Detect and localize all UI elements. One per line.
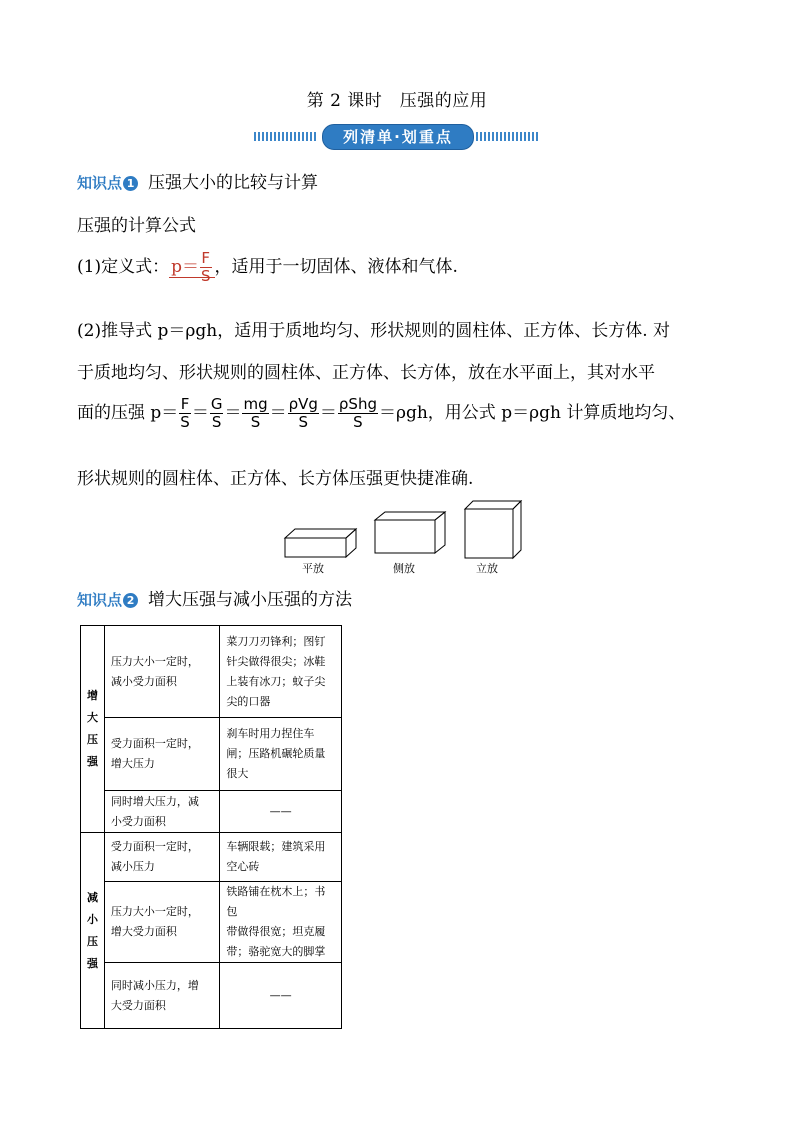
condition-cell: [104, 718, 219, 791]
fraction-numerator: G: [210, 395, 223, 413]
fraction-g-s: [210, 396, 224, 431]
cell-text: 受力面积一定时，: [110, 737, 199, 750]
table-row: [81, 626, 342, 718]
upright-box-shape: [465, 501, 521, 558]
knowledge-point-number: 1: [123, 176, 138, 191]
fraction-denominator: S: [298, 413, 309, 431]
cell-text: 压力大小一定时，: [110, 905, 199, 918]
placement-figure: [276, 500, 536, 578]
category-text: 压强: [86, 733, 98, 768]
derivation-line-4: 形状规则的圆柱体、正方体、长方体压强更快捷准确.: [77, 469, 474, 489]
condition-cell: [104, 626, 219, 718]
subheading: 压强的计算公式: [77, 216, 196, 236]
derivation-line-2: 于质地均匀、形状规则的圆柱体、正方体、长方体，放在水平面上，其对水平: [77, 363, 655, 383]
banner-label: 列清单·划重点: [322, 124, 474, 150]
category-text: 压强: [86, 934, 98, 970]
fraction-numerator: F: [201, 249, 211, 267]
condition-cell: [104, 963, 219, 1029]
banner-stripe-right: [476, 132, 540, 141]
knowledge-point-1-header: [77, 168, 318, 193]
table-row: [81, 718, 342, 791]
knowledge-point-tag: 知识点: [77, 591, 123, 609]
cell-text: 铁路铺在枕木上；书包: [226, 885, 326, 918]
category-text: 减小: [86, 890, 98, 926]
decrease-category: [81, 833, 105, 1029]
cell-text: 减小受力面积: [110, 674, 177, 688]
definition-answer: [169, 249, 214, 285]
derivation-prefix: 面的压强 p＝: [77, 403, 179, 423]
fraction-mg-s: [242, 396, 268, 431]
fraction-numerator: ρVg: [288, 395, 318, 413]
section-banner: [254, 124, 540, 150]
box-drawings: [276, 500, 536, 560]
fraction-numerator: mg: [243, 395, 268, 413]
definition-p: p＝: [171, 257, 199, 277]
equals-sign: ＝: [191, 403, 209, 423]
upright-caption: 立放: [476, 562, 498, 575]
table-row: [81, 791, 342, 833]
flat-caption: 平放: [302, 562, 324, 575]
cell-text: 很大: [226, 767, 249, 780]
cell-text: 上装有冰刀；蚊子尖: [226, 674, 326, 688]
cell-text: 闸；压路机碾轮质量: [226, 747, 326, 760]
example-cell-empty: ——: [220, 963, 342, 1029]
table-row: [81, 882, 342, 963]
condition-cell: [104, 833, 219, 882]
table-row: [81, 833, 342, 882]
cell-text: 带；骆驼宽大的脚掌: [226, 945, 326, 958]
pressure-methods-table: [80, 625, 342, 1029]
side-caption: 侧放: [393, 562, 415, 575]
definition-suffix: ，适用于一切固体、液体和气体.: [214, 257, 458, 277]
cell-text: 针尖做得很尖；冰鞋: [226, 654, 326, 668]
cell-text: 减小压力: [110, 860, 155, 873]
cell-text: 空心砖: [226, 860, 260, 873]
fraction-denominator: S: [211, 413, 222, 431]
category-text: 增大: [86, 689, 98, 724]
flat-box-shape: [285, 529, 356, 557]
page-title: 第 2 课时 压强的应用: [306, 91, 488, 111]
fraction-denominator: S: [200, 267, 211, 285]
cell-text: 带做得很宽；坦克履: [226, 925, 326, 938]
cell-text: 菜刀刀刃锋利；图钉: [226, 634, 326, 648]
derivation-suffix: ＝ρgh，用公式 p＝ρgh 计算质地均匀、: [378, 403, 686, 423]
equals-sign: ＝: [319, 403, 337, 423]
fraction-denominator: S: [180, 413, 190, 431]
fraction-f-s: [179, 396, 191, 431]
cell-text: 增大受力面积: [110, 925, 177, 938]
example-cell: [220, 718, 342, 791]
banner-stripe-left: [254, 132, 318, 141]
cell-text: 刹车时用力捏住车: [226, 727, 315, 740]
cell-text: 同时减小压力，增: [110, 978, 199, 992]
definition-prefix: (1)定义式：: [77, 257, 170, 277]
cell-text: 压力大小一定时，: [110, 654, 199, 668]
condition-cell: [104, 882, 219, 963]
example-cell: [220, 833, 342, 882]
cell-text: 大受力面积: [110, 998, 166, 1012]
derivation-line-1: (2)推导式 p＝ρgh，适用于质地均匀、形状规则的圆柱体、正方体、长方体. 对: [77, 321, 670, 341]
equals-sign: ＝: [224, 403, 242, 423]
fraction-rhovg-s: [288, 396, 319, 431]
side-box-shape: [375, 512, 445, 553]
example-cell: [220, 882, 342, 963]
cell-text: 增大压力: [110, 757, 155, 770]
fraction-denominator: S: [353, 413, 363, 431]
table-row: [81, 963, 342, 1029]
fraction-numerator: ρShg: [338, 395, 377, 413]
equals-sign: ＝: [269, 403, 287, 423]
definition-line: [77, 250, 458, 285]
knowledge-point-number: 2: [123, 593, 138, 608]
knowledge-point-heading: 增大压强与减小压强的方法: [148, 590, 353, 610]
fraction-numerator: F: [180, 395, 190, 413]
cell-text: 小受力面积: [110, 814, 166, 828]
condition-cell: [104, 791, 219, 833]
example-cell-empty: ——: [220, 791, 342, 833]
cell-text: 车辆限载；建筑采用: [226, 840, 326, 853]
fraction-rhoshg-s: [338, 396, 378, 431]
cell-text: 受力面积一定时，: [110, 840, 199, 853]
cell-text: 尖的口器: [226, 694, 271, 708]
definition-fraction: [200, 250, 212, 285]
example-cell: [220, 626, 342, 718]
cell-text: 同时增大压力，减: [110, 794, 199, 808]
fraction-denominator: S: [250, 413, 261, 431]
derivation-line-3: [77, 396, 685, 431]
knowledge-point-2-header: [77, 585, 352, 610]
knowledge-point-tag: 知识点: [77, 174, 123, 192]
increase-category: [81, 626, 105, 833]
knowledge-point-heading: 压强大小的比较与计算: [148, 173, 319, 193]
